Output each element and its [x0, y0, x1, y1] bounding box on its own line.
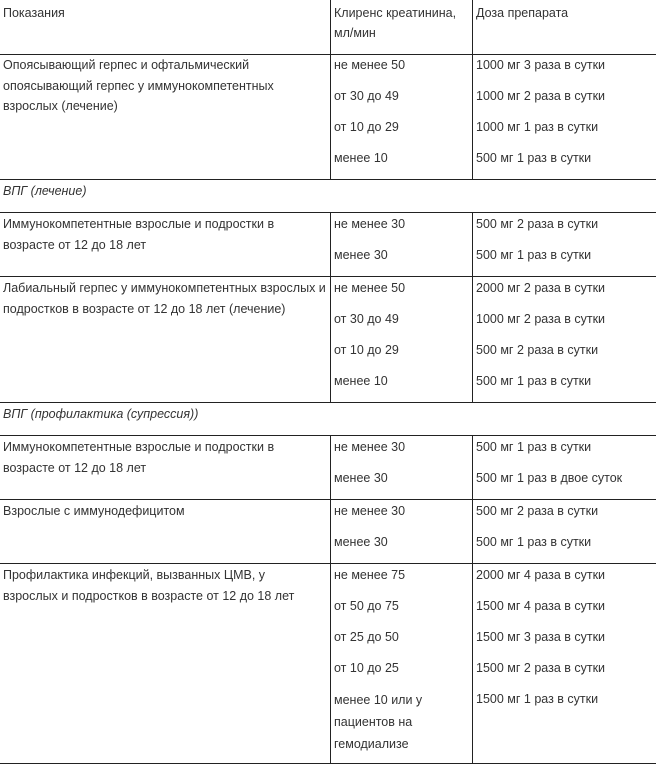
clearance-cell: не менее 50 — [334, 58, 406, 72]
dose-cell: 500 мг 1 раз в сутки — [476, 151, 592, 165]
indication-cell: Опоясывающий герпес и офтальмический опоясывающий герпес у иммунокомпетентных взрослых (лечение) — [3, 58, 274, 113]
clearance-cell: от 25 до 50 — [334, 630, 399, 644]
clearance-cell: от 10 до 29 — [334, 120, 399, 134]
clearance-cell: менее 30 — [334, 248, 388, 262]
column-divider — [472, 435, 473, 764]
clearance-cell: не менее 75 — [334, 568, 406, 582]
indication-cell: Иммунокомпетентные взрослые и подростки в возрасте от 12 до 18 лет — [3, 217, 275, 252]
column-divider — [330, 435, 331, 764]
section-heading: ВПГ (лечение) — [3, 184, 87, 198]
clearance-cell: от 10 до 25 — [334, 661, 399, 675]
section-heading: ВПГ (профилактика (супрессия)) — [3, 407, 199, 421]
clearance-cell: менее 10 или у пациентов на гемодиализе — [334, 693, 423, 751]
clearance-cell: не менее 30 — [334, 217, 406, 231]
dose-cell: 1500 мг 3 раза в сутки — [476, 630, 606, 644]
dose-cell: 500 мг 1 раз в сутки — [476, 248, 592, 262]
dose-cell: 1000 мг 2 раза в сутки — [476, 312, 606, 326]
clearance-cell: не менее 30 — [334, 440, 406, 454]
row-divider — [0, 179, 656, 180]
dose-cell: 500 мг 1 раз в двое суток — [476, 471, 623, 485]
dose-cell: 500 мг 2 раза в сутки — [476, 504, 599, 518]
clearance-cell: от 50 до 75 — [334, 599, 399, 613]
row-divider — [0, 54, 656, 55]
indication-cell: Лабиальный герпес у иммунокомпетентных взрослых и подростков в возрасте от 12 до 18 лет (лечение) — [3, 281, 326, 316]
dose-cell: 500 мг 1 раз в сутки — [476, 535, 592, 549]
dose-cell: 500 мг 1 раз в сутки — [476, 440, 592, 454]
row-divider — [0, 499, 656, 500]
dose-cell: 2000 мг 2 раза в сутки — [476, 281, 606, 295]
clearance-cell: от 30 до 49 — [334, 89, 399, 103]
clearance-cell: менее 10 — [334, 374, 388, 388]
dose-cell: 1500 мг 2 раза в сутки — [476, 661, 606, 675]
clearance-cell: от 30 до 49 — [334, 312, 399, 326]
header-clearance: Клиренс креатинина, мл/мин — [334, 6, 457, 40]
row-divider — [0, 763, 656, 764]
row-divider — [0, 563, 656, 564]
dose-cell: 500 мг 2 раза в сутки — [476, 343, 599, 357]
row-divider — [0, 435, 656, 436]
column-divider — [330, 0, 331, 180]
clearance-cell: менее 30 — [334, 471, 388, 485]
dose-cell: 500 мг 2 раза в сутки — [476, 217, 599, 231]
dose-cell: 1000 мг 2 раза в сутки — [476, 89, 606, 103]
header-indication: Показания — [3, 6, 65, 20]
clearance-cell: менее 10 — [334, 151, 388, 165]
dose-cell: 1500 мг 4 раза в сутки — [476, 599, 606, 613]
row-divider — [0, 402, 656, 403]
indication-cell: Взрослые с иммунодефицитом — [3, 504, 185, 518]
dose-cell: 1000 мг 1 раз в сутки — [476, 120, 599, 134]
clearance-cell: от 10 до 29 — [334, 343, 399, 357]
row-divider — [0, 276, 656, 277]
clearance-cell: не менее 30 — [334, 504, 406, 518]
dose-cell: 500 мг 1 раз в сутки — [476, 374, 592, 388]
column-divider — [472, 212, 473, 403]
indication-cell: Профилактика инфекций, вызванных ЦМВ, у взрослых и подростков в возрасте от 12 до 18 лет — [3, 568, 295, 603]
column-divider — [330, 212, 331, 403]
dose-cell: 2000 мг 4 раза в сутки — [476, 568, 606, 582]
clearance-cell: не менее 50 — [334, 281, 406, 295]
header-dose: Доза препарата — [476, 6, 569, 20]
column-divider — [472, 0, 473, 180]
dose-cell: 1500 мг 1 раз в сутки — [476, 692, 599, 706]
dose-cell: 1000 мг 3 раза в сутки — [476, 58, 606, 72]
clearance-cell: менее 30 — [334, 535, 388, 549]
indication-cell: Иммунокомпетентные взрослые и подростки в возрасте от 12 до 18 лет — [3, 440, 275, 475]
row-divider — [0, 212, 656, 213]
